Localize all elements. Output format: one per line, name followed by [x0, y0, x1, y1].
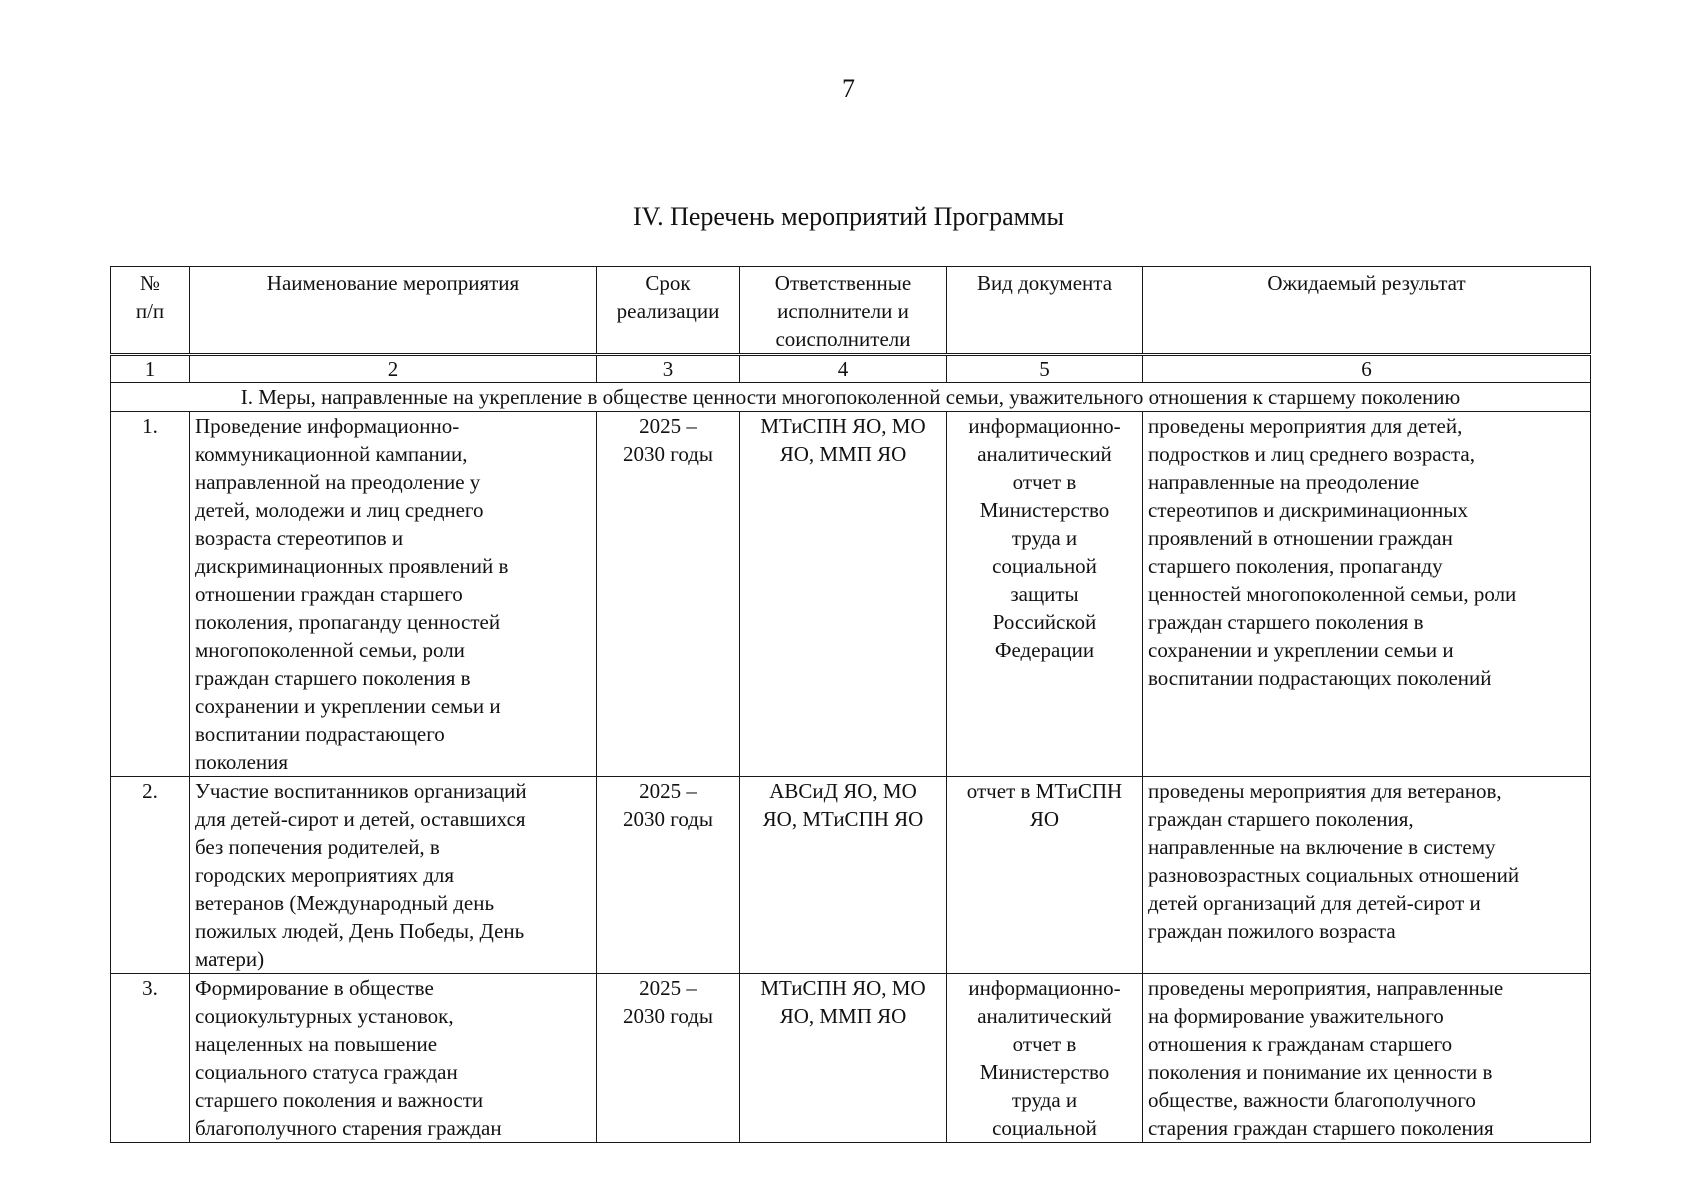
document-type-cell: отчет в МТиСПН ЯО	[947, 777, 1143, 974]
expected-result-cell: проведены мероприятия для детей, подростков и лиц среднего возраста, направленные на преодоление стереотипов и дискриминационных проявлений в отношении граждан старшего поколения, пропаганду ценностей многопоколенной семьи, роли граждан старшего поколения в сохранении и укреплении семьи и воспитании подрастающих поколений	[1143, 412, 1591, 777]
column-number-cell: 4	[740, 355, 947, 383]
column-number-cell: 2	[190, 355, 597, 383]
section-heading	[0, 202, 1697, 232]
header-cell: № п/п	[111, 267, 190, 355]
header-cell: Срок реализации	[597, 267, 740, 355]
row-number-cell: 3.	[111, 974, 190, 1143]
header-row	[111, 267, 1591, 355]
section-heading-text: IV. Перечень мероприятий Программы	[632, 202, 1064, 231]
measure-name-cell: Проведение информационно- коммуникационной кампании, направленной на преодоление у детей, молодежи и лиц среднего возраста стереотипов и дискриминационных проявлений в отношении граждан старшего поколения, пропаганду ценностей многопоколенной семьи, роли граждан старшего поколения в сохранении и укреплении семьи и воспитании подрастающего поколения	[190, 412, 597, 777]
executors-cell: МТиСПН ЯО, МО ЯО, ММП ЯО	[740, 974, 947, 1143]
document-type-cell: информационно- аналитический отчет в Министерство труда и социальной защиты Российской Федерации	[947, 412, 1143, 777]
column-number-row	[111, 355, 1591, 383]
measure-name-cell: Формирование в обществе социокультурных установок, нацеленных на повышение социального статуса граждан старшего поколения и важности благополучного старения граждан	[190, 974, 597, 1143]
table-row	[111, 412, 1591, 777]
column-number-cell: 3	[597, 355, 740, 383]
header-cell: Наименование мероприятия	[190, 267, 597, 355]
term-cell: 2025 – 2030 годы	[597, 974, 740, 1143]
document-type-cell: информационно- аналитический отчет в Министерство труда и социальной	[947, 974, 1143, 1143]
row-number-cell: 2.	[111, 777, 190, 974]
executors-cell: МТиСПН ЯО, МО ЯО, ММП ЯО	[740, 412, 947, 777]
column-number-cell: 6	[1143, 355, 1591, 383]
measure-name-cell: Участие воспитанников организаций для детей-сирот и детей, оставшихся без попечения родителей, в городских мероприятиях для ветеранов (Международный день пожилых людей, День Победы, День матери)	[190, 777, 597, 974]
expected-result-cell: проведены мероприятия для ветеранов, граждан старшего поколения, направленные на включение в систему разновозрастных социальных отношений детей организаций для детей-сирот и граждан пожилого возраста	[1143, 777, 1591, 974]
expected-result-cell: проведены мероприятия, направленные на формирование уважительного отношения к гражданам старшего поколения и понимание их ценности в обществе, важности благополучного старения граждан старшего поколения	[1143, 974, 1591, 1143]
header-cell: Ответственные исполнители и соисполнители	[740, 267, 947, 355]
table-row	[111, 974, 1591, 1143]
executors-cell: АВСиД ЯО, МО ЯО, МТиСПН ЯО	[740, 777, 947, 974]
section-title-cell: I. Меры, направленные на укрепление в обществе ценности многопоколенной семьи, уважительного отношения к старшему поколению	[111, 383, 1591, 412]
header-cell: Ожидаемый результат	[1143, 267, 1591, 355]
page-number: 7	[842, 74, 855, 103]
column-number-cell: 5	[947, 355, 1143, 383]
section-title-row	[111, 383, 1591, 412]
measures-table	[110, 266, 1591, 1143]
table-row	[111, 777, 1591, 974]
row-number-cell: 1.	[111, 412, 190, 777]
term-cell: 2025 – 2030 годы	[597, 412, 740, 777]
header-cell: Вид документа	[947, 267, 1143, 355]
column-number-cell: 1	[111, 355, 190, 383]
term-cell: 2025 – 2030 годы	[597, 777, 740, 974]
